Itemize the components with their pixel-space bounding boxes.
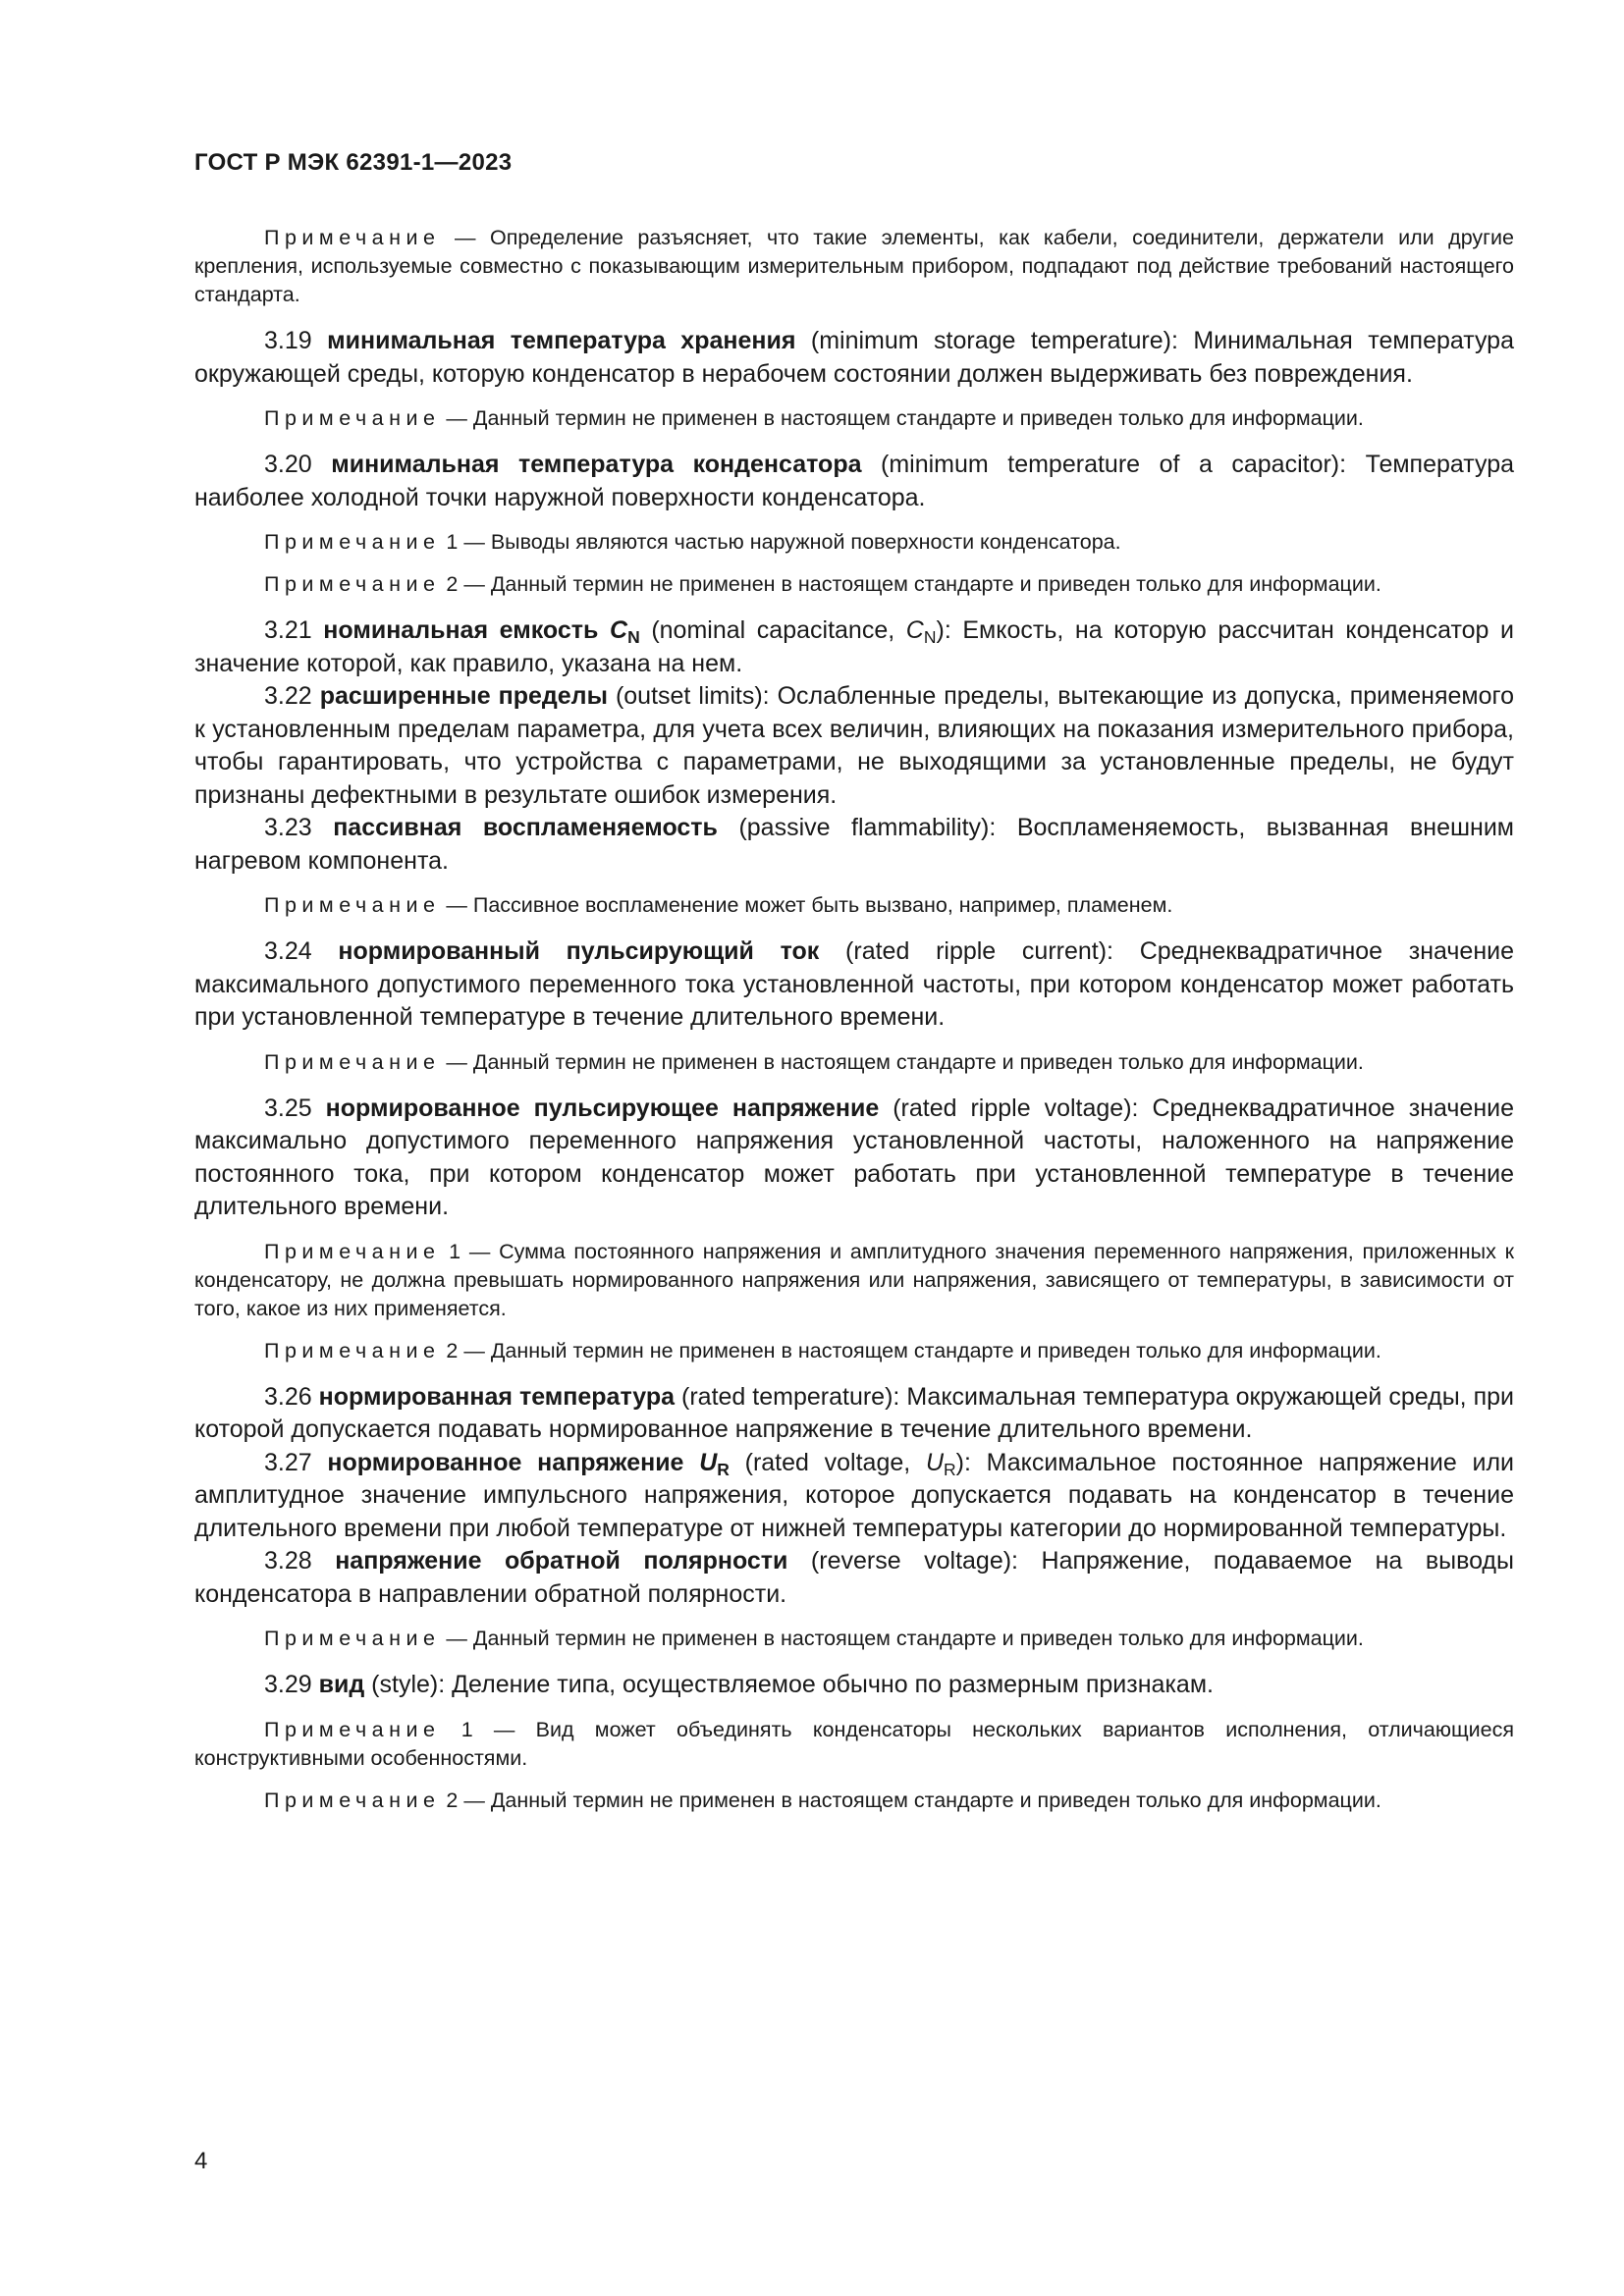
definition-3-19: 3.19 минимальная температура хранения (minimum storage temperature): Минимальная температура окружающей среды, которую конденсатор в нерабочем состоянии должен выдерживать без повреждения. xyxy=(194,327,1514,388)
term: нормированный пульсирующий ток xyxy=(338,937,820,965)
note: Примечание 2 — Данный термин не применен в настоящем стандарте и приведен только для информации. xyxy=(264,572,1381,596)
definition-3-23: 3.23 пассивная воспламеняемость (passive flammability): Воспламеняемость, вызванная внешним нагревом компонента. xyxy=(194,814,1514,875)
term: минимальная температура конденсатора xyxy=(331,451,862,478)
term: нормированное пульсирующее напряжение xyxy=(325,1094,880,1122)
term: пассивная воспламеняемость xyxy=(333,814,718,841)
definition-3-28: 3.28 напряжение обратной полярности (reverse voltage): Напряжение, подаваемое на выводы конденсатора в направлении обратной полярности. xyxy=(194,1547,1514,1608)
note: Примечание 1 — Выводы являются частью наружной поверхности конденсатора. xyxy=(264,530,1121,554)
note: Примечание — Определение разъясняет, что такие элементы, как кабели, соединители, держатели или другие крепления, используемые совместно с показывающим измерительным прибором, подпадают под действие требований настоящего стандарта. xyxy=(194,226,1514,306)
note: Примечание 2 — Данный термин не применен в настоящем стандарте и приведен только для информации. xyxy=(264,1788,1381,1812)
note: Примечание 1 — Сумма постоянного напряжения и амплитудного значения переменного напряжения, приложенных к конденсатору, не должна превышать нормированного напряжения или напряжения, зависящего от температуры, в зависимости от того, какое из них применяется. xyxy=(194,1239,1514,1320)
page-number: 4 xyxy=(194,2148,208,2174)
document-header: ГОСТ Р МЭК 62391-1—2023 xyxy=(194,149,513,176)
note: Примечание — Данный термин не применен в настоящем стандарте и приведен только для информации. xyxy=(264,1627,1364,1650)
note: Примечание — Пассивное воспламенение может быть вызвано, например, пламенем. xyxy=(264,893,1173,917)
term: расширенные пределы xyxy=(319,682,608,710)
definition-3-22: 3.22 расширенные пределы (outset limits): Ослабленные пределы, вытекающие из допуска, применяемого к установленным пределам параметра, для учета всех величин, влияющих на показания измерительного прибора, чтобы гарантировать, что устройства с параметрами, не выходящими за установленные пределы, не будут признаны дефектными в результате ошибок измерения. xyxy=(194,682,1514,809)
definition-3-25: 3.25 нормированное пульсирующее напряжение (rated ripple voltage): Среднеквадратичное значение максимально допустимого переменного напряжения установленной частоты, наложенного на напряжение постоянного тока, при котором конденсатор может работать при установленной температуре в течение длительного времени. xyxy=(194,1094,1514,1220)
term: нормированное напряжение xyxy=(327,1448,684,1476)
term: минимальная температура хранения xyxy=(327,327,796,354)
document-body xyxy=(194,224,1514,1815)
definition-3-21: 3.21 номинальная емкость $C_N$ (nominal capacitance, $C_N$): Емкость, на которую рассчитан конденсатор и значение которой, как правило, указана на нем. xyxy=(194,616,1515,677)
definition-3-20: 3.20 минимальная температура конденсатора (minimum temperature of a capacitor): Температура наиболее холодной точки наружной поверхности конденсатора. xyxy=(194,451,1515,511)
note: Примечание 2 — Данный термин не применен в настоящем стандарте и приведен только для информации. xyxy=(264,1338,1381,1362)
term: нормированная температура xyxy=(318,1382,676,1411)
term: номинальная емкость xyxy=(323,616,599,644)
definition-3-29: 3.29 вид (style): Деление типа, осуществляемое обычно по размерным признакам. xyxy=(264,1671,1214,1698)
definition-3-24: 3.24 нормированный пульсирующий ток (rated ripple current): Среднеквадратичное значение максимального допустимого переменного тока установленной частоты, при котором конденсатор может работать при установленной температуре в течение длительного времени. xyxy=(194,937,1515,1031)
note: Примечание — Данный термин не применен в настоящем стандарте и приведен только для информации. xyxy=(264,1049,1364,1074)
term: вид xyxy=(318,1671,365,1698)
definition-3-26: 3.26 нормированная температура (rated temperature): Максимальная температура окружающей среды, при которой допускается подавать нормированное напряжение в течение длительного времени. xyxy=(194,1382,1514,1443)
definition-3-27: 3.27 нормированное напряжение $U_R$ (rated voltage, $U_R$): Максимальное постоянное напряжение или амплитудное значение импульсного напряжения, которое допускается подавать на конденсатор в течение длительного времени при любой температуре от нижней температуры категории до нормированной температуры. xyxy=(194,1448,1514,1542)
term: напряжение обратной полярности xyxy=(335,1547,788,1575)
note: Примечание 1 — Вид может объединять конденсаторы нескольких вариантов исполнения, отличающиеся конструктивными особенностями. xyxy=(194,1717,1514,1770)
note: Примечание — Данный термин не применен в настоящем стандарте и приведен только для информации. xyxy=(264,406,1364,430)
